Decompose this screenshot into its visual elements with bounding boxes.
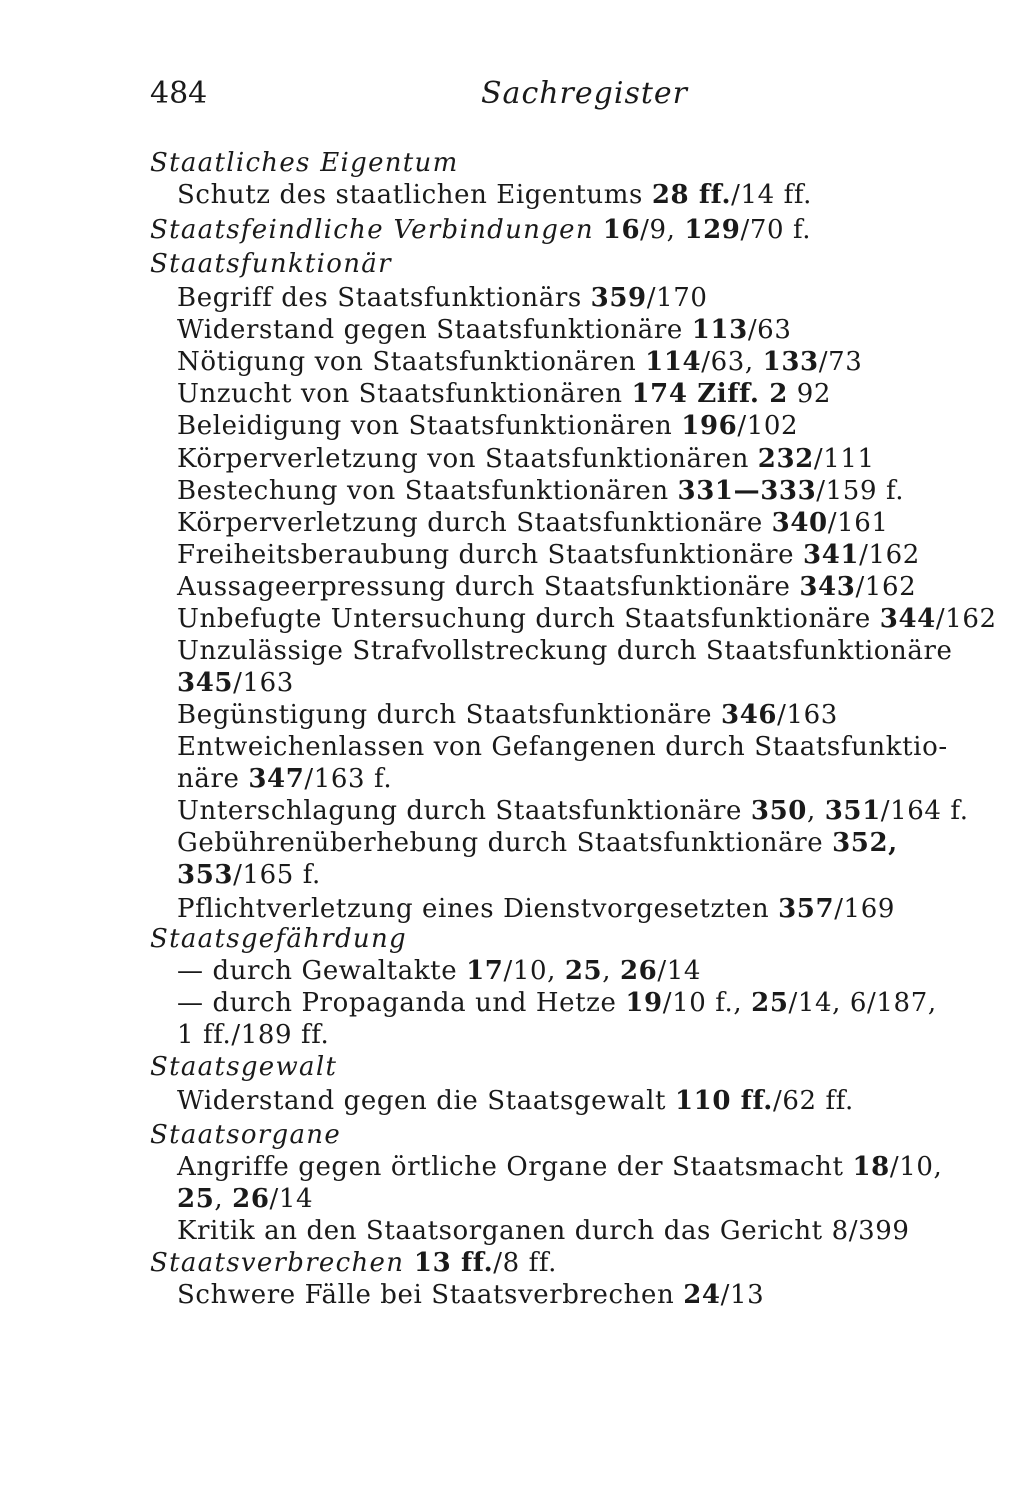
index-heading-with-refs: Staatsverbrechen 13 ff./8 ff. [150, 1248, 558, 1278]
page-number: 484 [150, 76, 208, 111]
index-subentry: Pflichtverletzung eines Dienstvorgesetzten 357/169 [177, 894, 895, 924]
index-subentry: Kritik an den Staatsorganen durch das Gericht 8/399 [177, 1216, 910, 1246]
index-subentry-continuation: 353/165 f. [177, 860, 321, 890]
index-subentry: Schutz des staatlichen Eigentums 28 ff./14 ff. [177, 180, 813, 210]
index-subentry-continuation: 345/163 [177, 668, 294, 698]
index-subentry: Aussageerpressung durch Staatsfunktionäre 343/162 [177, 572, 917, 602]
index-heading: Staatsfunktionär [150, 249, 392, 279]
index-subentry: Angriffe gegen örtliche Organe der Staatsmacht 18/10, [177, 1152, 943, 1182]
index-subentry: Bestechung von Staatsfunktionären 331—333/159 f. [177, 476, 905, 506]
index-subentry: Nötigung von Staatsfunktionären 114/63, 133/73 [177, 347, 863, 377]
running-title: Sachregister [481, 76, 688, 111]
index-subentry-continuation: näre 347/163 f. [177, 764, 393, 794]
index-subentry: — durch Gewaltakte 17/10, 25, 26/14 [177, 956, 702, 986]
index-subentry-continuation: 1 ff./189 ff. [177, 1020, 330, 1050]
index-subentry: Beleidigung von Staatsfunktionären 196/102 [177, 411, 799, 441]
index-subentry: Gebührenüberhebung durch Staatsfunktionäre 352, [177, 828, 898, 858]
index-heading: Staatsorgane [150, 1120, 342, 1150]
index-subentry: Unzulässige Strafvollstreckung durch Staatsfunktionäre [177, 636, 953, 666]
index-subentry: Körperverletzung von Staatsfunktionären 232/111 [177, 444, 875, 474]
index-heading: Staatsgefährdung [150, 924, 407, 954]
index-subentry: Unzucht von Staatsfunktionären 174 Ziff. 2 92 [177, 379, 832, 409]
index-subentry: Unbefugte Untersuchung durch Staatsfunktionäre 344/162 [177, 604, 997, 634]
index-subentry: Entweichenlassen von Gefangenen durch Staatsfunktio- [177, 732, 948, 762]
index-heading: Staatsgewalt [150, 1052, 338, 1082]
index-subentry: Unterschlagung durch Staatsfunktionäre 350, 351/164 f. [177, 796, 969, 826]
index-subentry: Schwere Fälle bei Staatsverbrechen 24/13 [177, 1280, 765, 1310]
index-subentry: — durch Propaganda und Hetze 19/10 f., 25/14, 6/187, [177, 988, 937, 1018]
index-subentry: Körperverletzung durch Staatsfunktionäre 340/161 [177, 508, 889, 538]
index-subentry-continuation: 25, 26/14 [177, 1184, 314, 1214]
index-subentry: Widerstand gegen Staatsfunktionäre 113/63 [177, 315, 792, 345]
index-heading-with-refs: Staatsfeindliche Verbindungen 16/9, 129/70 f. [150, 215, 812, 245]
index-heading: Staatliches Eigentum [150, 148, 459, 178]
index-subentry: Widerstand gegen die Staatsgewalt 110 ff./62 ff. [177, 1086, 854, 1116]
index-subentry: Freiheitsberaubung durch Staatsfunktionäre 341/162 [177, 540, 920, 570]
index-subentry: Begünstigung durch Staatsfunktionäre 346/163 [177, 700, 838, 730]
index-subentry: Begriff des Staatsfunktionärs 359/170 [177, 283, 708, 313]
